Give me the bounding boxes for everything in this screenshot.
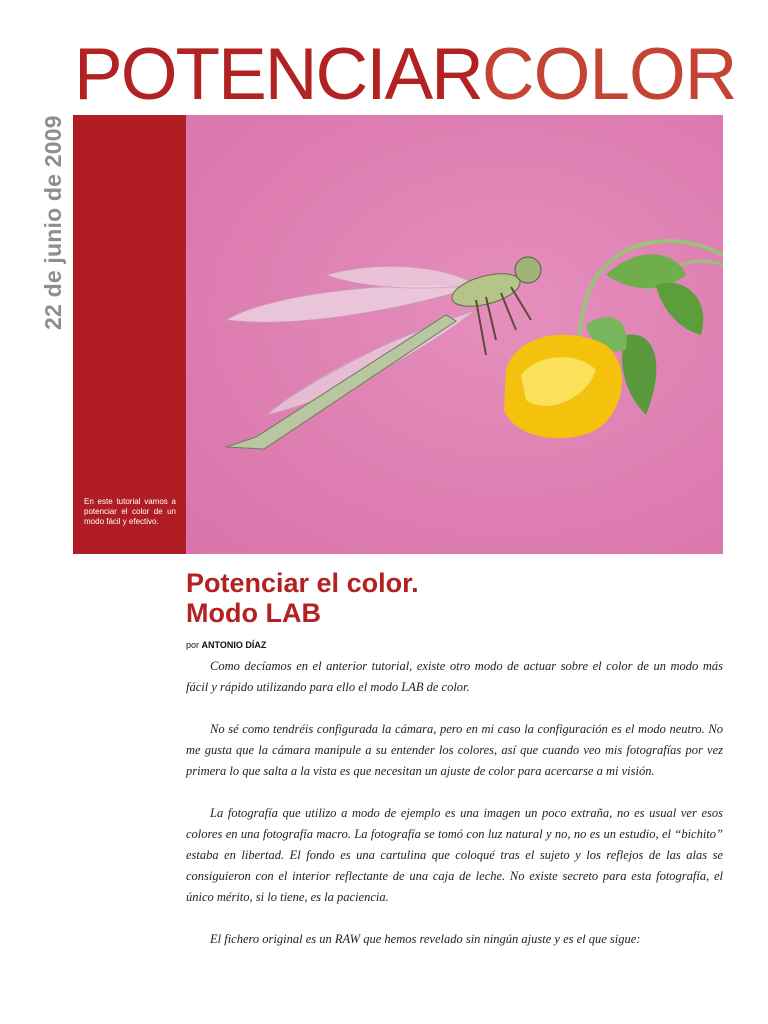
masthead-title [74, 34, 737, 115]
paragraph-2: No sé como tendréis configurada la cámara, pero en mi caso la configuración es el modo neutro. No me gusta que la cámara manipule a su entender los colores, así que cuando veo mis fotografías por vez primera lo que salta a la vista es que necesitan un ajuste de color para acercarse a mi visión. [186, 722, 723, 778]
red-sidebar [73, 115, 186, 554]
paragraph-3: La fotografía que utilizo a modo de ejemplo es una imagen un poco extraña, no es usual ver esos colores en una fotografía macro. La fotografía se tomó con luz natural y no, no es un estudio, el “bichito” estaba en libertad. El fondo es una cartulina que coloqué tras el sujeto y los reflejos de las alas se consiguieron con el interior reflectante de una caja de leche. No existe secreto para esta fotografía, el único mérito, si lo tiene, es la paciencia. [186, 806, 723, 904]
paragraph-4: El fichero original es un RAW que hemos revelado sin ningún ajuste y es el que sigue: [210, 932, 641, 946]
title-line-1: Potenciar el color. [186, 568, 419, 598]
damselfly-illustration [186, 115, 723, 554]
title-line-2: Modo LAB [186, 598, 321, 628]
article-title [186, 568, 419, 628]
author-name: ANTONIO DÍAZ [201, 640, 267, 650]
masthead-part2: COLOR [481, 34, 737, 115]
issue-date: 22 de junio de 2009 [40, 115, 66, 330]
paragraph-1: Como decíamos en el anterior tutorial, existe otro modo de actuar sobre el color de un modo más fácil y rápido utilizando para ello el modo LAB de color. [186, 659, 723, 694]
masthead-part1: POTENCIAR [74, 34, 482, 115]
byline [186, 640, 266, 650]
byline-prefix: por [186, 640, 200, 650]
photo-caption: En este tutorial vamos a potenciar el color de un modo fácil y efectivo. [84, 497, 176, 526]
article-body [186, 656, 723, 971]
damselfly-photo [186, 115, 723, 554]
